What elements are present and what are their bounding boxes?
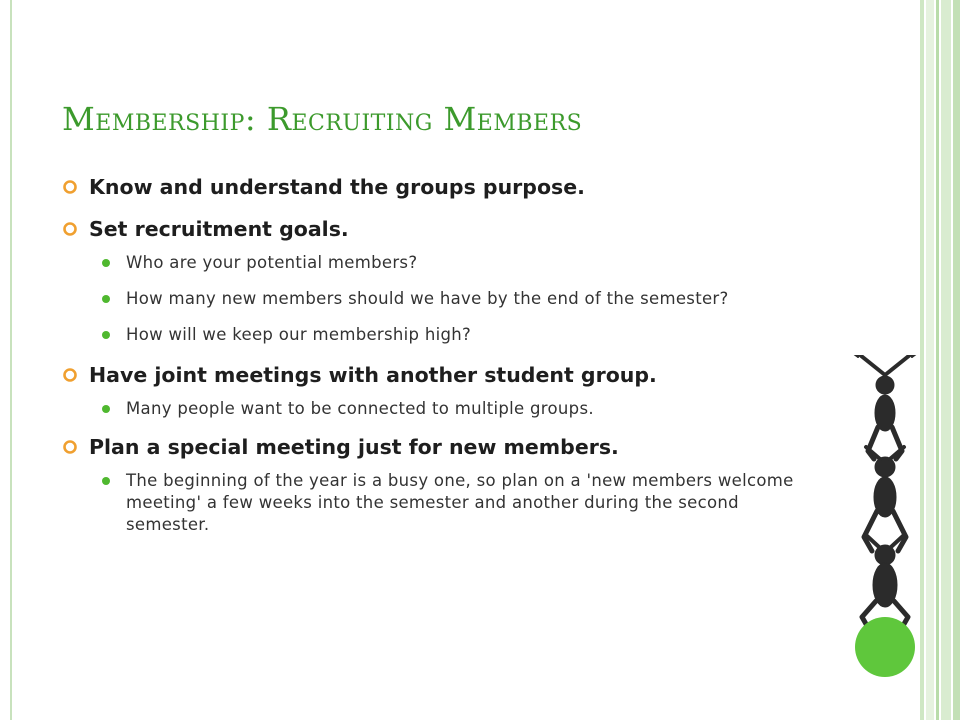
bullet-item	[62, 214, 822, 244]
sub-bullet-text: How will we keep our membership high?	[126, 325, 472, 344]
sub-bullet-item	[62, 252, 822, 274]
left-border-line	[10, 0, 12, 720]
sub-bullet-item	[62, 398, 822, 420]
dot-bullet-icon	[102, 477, 110, 485]
bullet-text: Have joint meetings with another student group.	[89, 363, 657, 387]
circle-bullet-icon	[62, 367, 78, 383]
right-stripe-3	[936, 0, 939, 720]
bullet-list	[62, 172, 822, 536]
circle-bullet-icon	[62, 439, 78, 455]
bullet-item	[62, 360, 822, 390]
sub-bullet-text: Who are your potential members?	[126, 253, 418, 272]
dot-bullet-icon	[102, 295, 110, 303]
dot-bullet-icon	[102, 259, 110, 267]
dot-bullet-icon	[102, 331, 110, 339]
stacked-people-clipart	[840, 355, 930, 680]
green-ball	[855, 617, 915, 677]
sub-bullet-text: Many people want to be connected to multiple groups.	[126, 399, 594, 418]
sub-bullet-text: How many new members should we have by the end of the semester?	[126, 289, 729, 308]
sub-bullet-text: The beginning of the year is a busy one, so plan on a 'new members welcome meeting' a few weeks into the semester and another during the second semester.	[126, 471, 794, 534]
circle-bullet-icon	[62, 221, 78, 237]
bullet-text: Know and understand the groups purpose.	[89, 175, 585, 199]
bullet-item	[62, 432, 822, 462]
circle-bullet-icon	[62, 179, 78, 195]
bullet-text: Plan a special meeting just for new members.	[89, 435, 619, 459]
right-stripe-4	[941, 0, 951, 720]
sub-bullet-item	[62, 470, 826, 536]
bullet-text: Set recruitment goals.	[89, 217, 349, 241]
sub-bullet-item	[62, 324, 822, 346]
slide-title: Membership: Recruiting Members	[62, 100, 583, 138]
dot-bullet-icon	[102, 405, 110, 413]
right-stripe-5	[953, 0, 960, 720]
sub-bullet-item	[62, 288, 826, 310]
bullet-item	[62, 172, 822, 202]
